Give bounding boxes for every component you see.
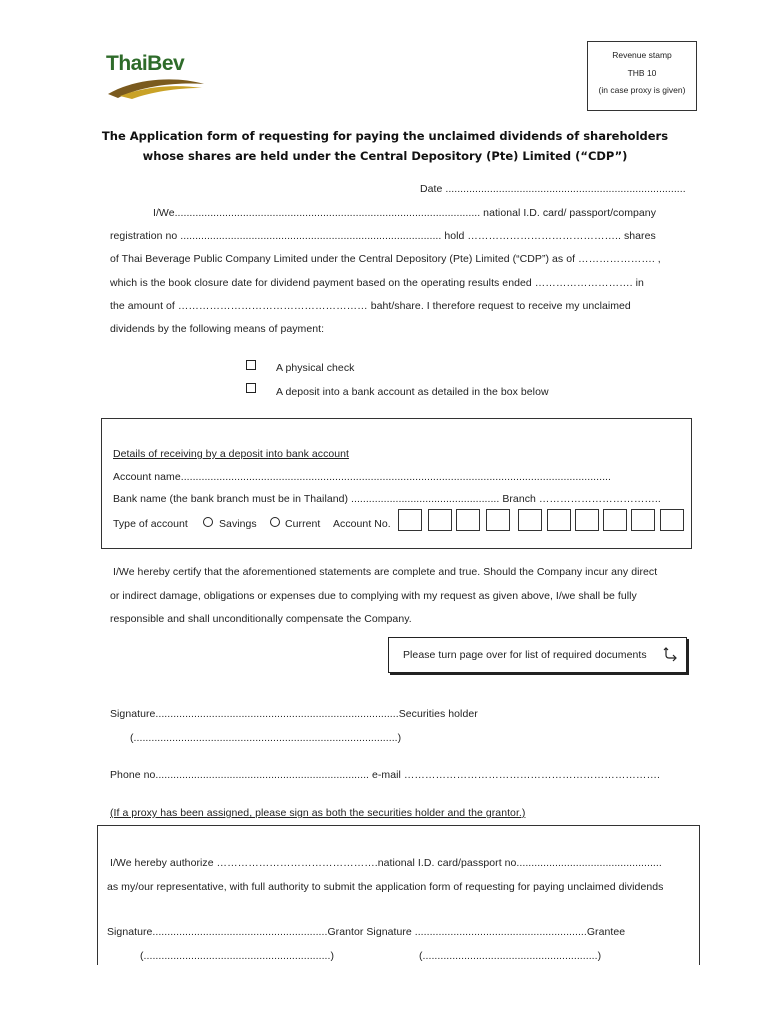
account-digit-box[interactable] xyxy=(486,509,510,531)
form-line-2[interactable]: registration no ........................................................................................ hold …………………………………….. shares xyxy=(110,230,656,242)
proxy-line-1[interactable]: I/We hereby authorize ……………………………………….national I.D. card/passport no................................................. xyxy=(110,857,662,869)
certify-line-2: or indirect damage, obligations or expenses due to complying with my request as given above, I/we shall be fully xyxy=(110,590,637,602)
account-type-label: Type of account xyxy=(113,518,188,530)
bank-details-heading: Details of receiving by a deposit into bank account xyxy=(113,448,350,460)
turn-page-arrow-icon xyxy=(663,646,679,662)
phone-email-line[interactable]: Phone no........................................................................ e-mail ………………………………………………………………. xyxy=(110,769,660,781)
grantee-name-paren[interactable]: (...........................................................) xyxy=(419,950,602,962)
account-digit-box[interactable] xyxy=(518,509,542,531)
signature-line[interactable]: Signature..................................................................................Securities holder xyxy=(110,708,478,720)
account-digit-box[interactable] xyxy=(631,509,655,531)
bank-deposit-label: A deposit into a bank account as detailed in the box below xyxy=(276,386,549,398)
grantor-name-paren[interactable]: (...............................................................) xyxy=(140,950,335,962)
bank-deposit-checkbox[interactable] xyxy=(246,383,256,393)
date-field[interactable]: Date ................................................................................. xyxy=(420,183,686,195)
proxy-box xyxy=(97,825,700,965)
logo xyxy=(106,52,184,76)
logo-text: ThaiBev xyxy=(106,52,185,75)
account-no-label: Account No. xyxy=(333,518,391,530)
account-digit-box[interactable] xyxy=(603,509,627,531)
certify-line-3: responsible and shall unconditionally compensate the Company. xyxy=(110,613,412,625)
form-line-4[interactable]: which is the book closure date for dividend payment based on the operating results ended ………………………. in xyxy=(110,277,644,289)
form-line-5[interactable]: the amount of ……………………………………………… baht/share. I therefore request to receive my unclaimed xyxy=(110,300,631,312)
stamp-line1: Revenue stamp xyxy=(612,50,672,60)
title-line2: whose shares are held under the Central Depository (Pte) Limited (“CDP”) xyxy=(142,149,628,163)
turn-page-note-text: Please turn page over for list of required documents xyxy=(403,649,647,661)
physical-check-checkbox[interactable] xyxy=(246,360,256,370)
certify-line-1: I/We hereby certify that the aforementioned statements are complete and true. Should the Company incur any direct xyxy=(113,566,658,578)
revenue-stamp-box xyxy=(587,41,697,111)
proxy-heading: (If a proxy has been assigned, please sign as both the securities holder and the grantor.) xyxy=(110,807,526,819)
proxy-signature-line[interactable]: Signature...........................................................Grantor Signature ..........................................................Grantee xyxy=(107,926,626,938)
logo-swoosh-icon xyxy=(106,74,206,100)
physical-check-label: A physical check xyxy=(276,362,355,374)
account-digit-box[interactable] xyxy=(660,509,684,531)
account-digit-box[interactable] xyxy=(428,509,452,531)
signature-name-paren[interactable]: (.........................................................................................) xyxy=(130,732,402,744)
current-label: Current xyxy=(285,518,321,530)
account-digit-box[interactable] xyxy=(456,509,480,531)
form-line-3[interactable]: of Thai Beverage Public Company Limited under the Central Depository (Pte) Limited (“CDP”) as of …………………. , xyxy=(110,253,661,265)
account-digit-box[interactable] xyxy=(547,509,571,531)
account-digit-box[interactable] xyxy=(575,509,599,531)
title-line1: The Application form of requesting for paying the unclaimed dividends of shareholders xyxy=(101,129,669,143)
current-radio[interactable] xyxy=(270,517,280,527)
bank-name-field[interactable]: Bank name (the bank branch must be in Thailand) .................................................. Branch …………………………….. xyxy=(113,493,661,505)
stamp-line3: (in case proxy is given) xyxy=(598,85,686,95)
savings-label: Savings xyxy=(219,518,257,530)
form-line-1[interactable]: I/We....................................................................................................... national I.D. card/ passport/company xyxy=(153,207,656,219)
account-digit-box[interactable] xyxy=(398,509,422,531)
stamp-line2: THB 10 xyxy=(627,68,657,78)
proxy-line-2: as my/our representative, with full authority to submit the application form of requesting for paying unclaimed dividends xyxy=(107,881,664,893)
form-line-6: dividends by the following means of payment: xyxy=(110,323,325,335)
savings-radio[interactable] xyxy=(203,517,213,527)
turn-page-note xyxy=(388,637,687,673)
account-name-field[interactable]: Account name................................................................................................................................................. xyxy=(113,471,611,483)
